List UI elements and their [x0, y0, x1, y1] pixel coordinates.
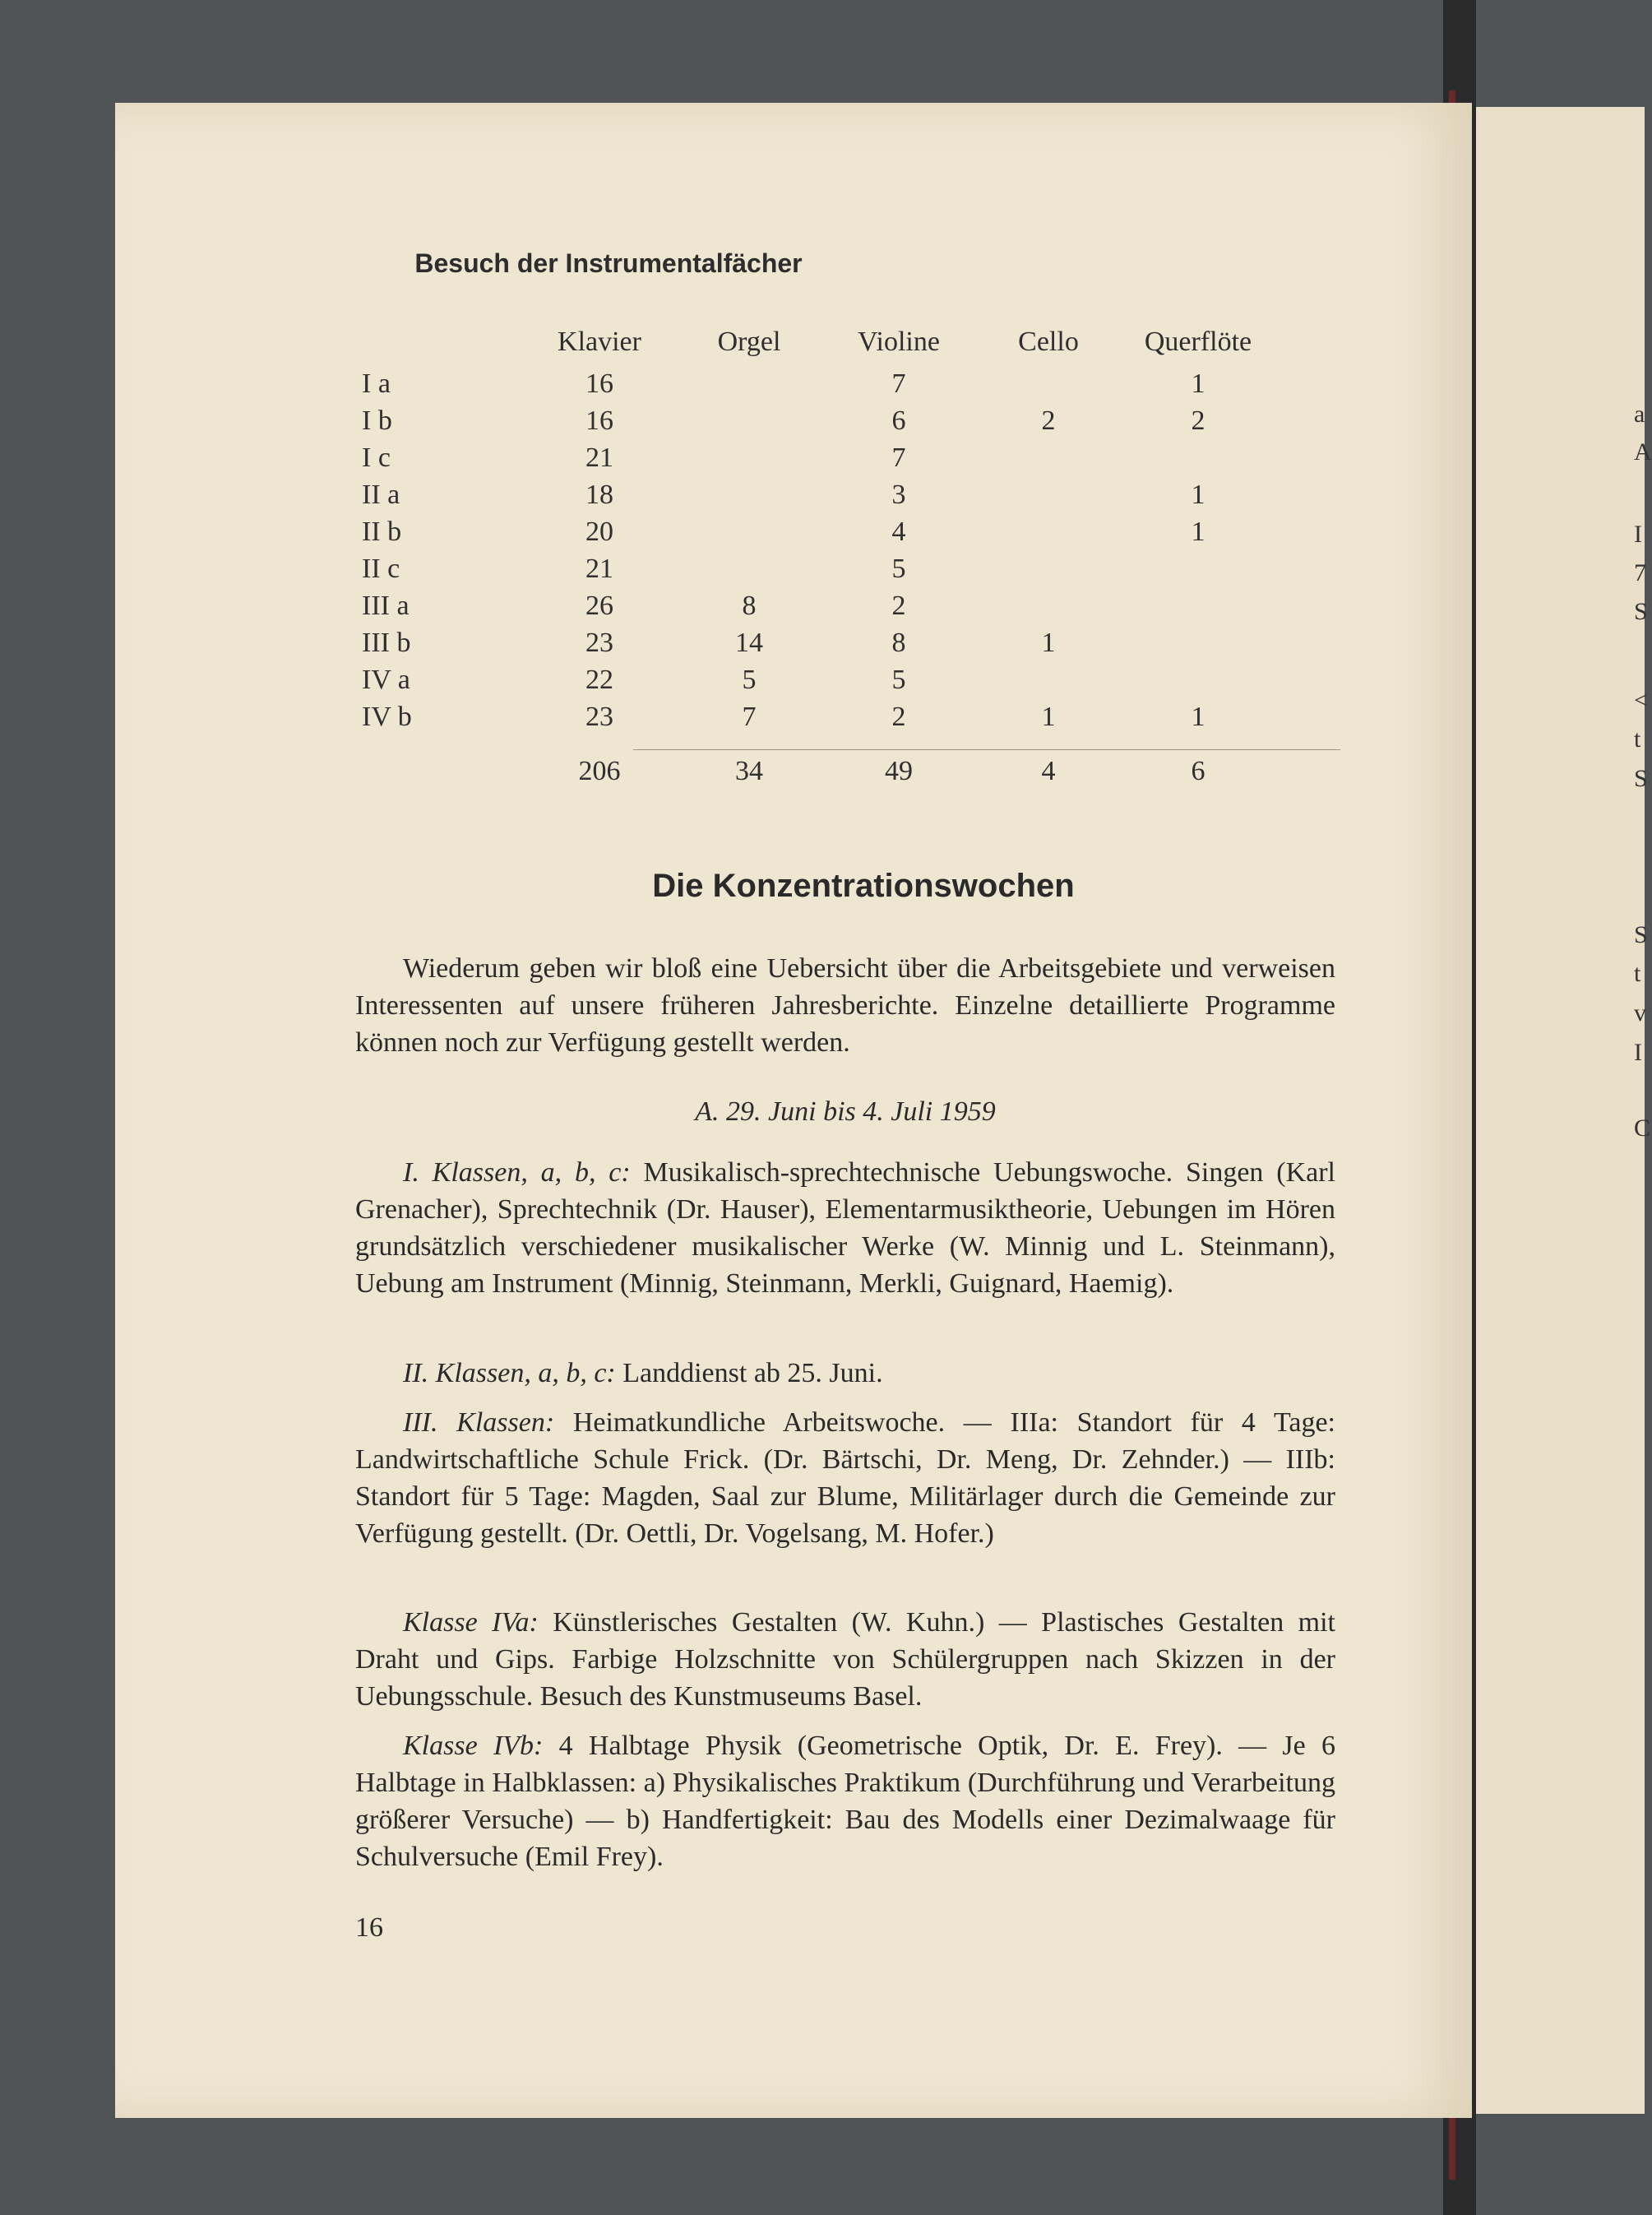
table-cell: 1 — [1191, 701, 1205, 732]
column-header-violine: Violine — [858, 327, 940, 357]
table-cell — [674, 550, 824, 587]
table-row — [354, 402, 1273, 439]
facing-page-fragment: < — [1634, 687, 1648, 714]
table-cell — [1123, 587, 1273, 624]
table-row — [354, 550, 1273, 587]
totals-row — [354, 735, 1273, 793]
table-cell: 7 — [891, 368, 906, 399]
column-header-orgel: Orgel — [717, 327, 781, 357]
facing-page-fragment: A — [1634, 438, 1652, 466]
table-cell — [1123, 439, 1273, 476]
table-cell: 6 — [891, 405, 906, 436]
table-cell: 16 — [585, 368, 613, 399]
table-cell: 18 — [585, 479, 613, 510]
row-label: II b — [362, 516, 402, 547]
facing-page-fragment: S — [1634, 598, 1648, 625]
totals-divider — [633, 749, 1340, 750]
table-cell — [974, 439, 1123, 476]
table-cell — [974, 513, 1123, 550]
row-label: III a — [362, 590, 410, 621]
row-label: I a — [362, 368, 391, 399]
entry-text: 4 Halbtage Physik (Geometrische Optik, Dr. E. Frey). — Je 6 Halbtage in Halbklassen: a) Physikalisches Praktikum (Durchführung und Verarbeitung größerer Versuche) — b) Handfertigkeit: Bau des Modells einer Dezimalwaage für Schulversuche (Emil Frey). — [355, 1731, 1336, 1872]
row-label: IV b — [362, 701, 412, 732]
facing-page-fragment: S — [1634, 921, 1648, 948]
entry-text: Heimatkundliche Arbeitswoche. — IIIa: Standort für 4 Tage: Landwirtschaftliche Schule Frick. (Dr. Bärtschi, Dr. Meng, Dr. Zehnder.) — IIIb: Standort für 5 Tage: Magden, Saal zur Blume, Militärlager durch die Gemeinde zur Verfügung gestellt. (Dr. Oettli, Dr. Vogelsang, M. Hofer.) — [355, 1407, 1335, 1549]
row-label: IV a — [362, 664, 410, 695]
table-cell: 2 — [891, 590, 906, 621]
entry-paragraph — [355, 1604, 1335, 1715]
table-cell — [674, 402, 824, 439]
table-cell: 3 — [891, 479, 906, 510]
table-cell: 1 — [1191, 516, 1205, 547]
intro-paragraph: Wiederum geben wir bloß eine Uebersicht über die Arbeitsgebiete und verweisen Interessenten auf unsere früheren Jahresberichte. Einzelne detaillierte Programme können noch zur Verfügung gestellt werden. — [355, 953, 1335, 1058]
total-cell: 49 — [885, 756, 913, 786]
table-cell: 22 — [585, 664, 613, 695]
table-row — [354, 476, 1273, 513]
table-cell: 5 — [891, 664, 906, 695]
table-title: Besuch der Instrumentalfächer — [414, 248, 803, 278]
table-cell: 20 — [585, 516, 613, 547]
row-label: I c — [362, 442, 391, 473]
facing-page — [1476, 107, 1652, 2114]
table-row — [354, 587, 1273, 624]
entry-text: Künstlerisches Gestalten (W. Kuhn.) — Plastisches Gestalten mit Draht und Gips. Farbige Holzschnitte von Schülergruppen nach Skizzen in der Uebungsschule. Besuch des Kunstmuseums Basel. — [355, 1607, 1335, 1712]
table-cell — [674, 365, 824, 402]
table-cell: 26 — [585, 590, 613, 621]
table-header-cell — [354, 319, 525, 365]
table-cell: 1 — [1041, 627, 1056, 658]
table-cell — [974, 661, 1123, 698]
entry-paragraph — [355, 1727, 1335, 1875]
table-row — [354, 439, 1273, 476]
table-cell: 2 — [1191, 405, 1205, 436]
entry-paragraph — [355, 1355, 1335, 1392]
table-cell: 8 — [742, 590, 757, 621]
table-cell: 7 — [742, 701, 757, 732]
table-cell — [974, 365, 1123, 402]
entry-paragraph — [355, 1154, 1335, 1302]
table-cell: 1 — [1041, 701, 1056, 732]
table-row — [354, 513, 1273, 550]
facing-page-fragment: C — [1634, 1114, 1651, 1142]
column-header-klavier: Klavier — [558, 327, 641, 357]
table-cell — [1123, 624, 1273, 661]
facing-page-fragment: S — [1634, 765, 1648, 792]
row-label: II a — [362, 479, 400, 510]
row-label: III b — [362, 627, 411, 658]
facing-page-fragment: I — [1634, 521, 1642, 548]
entry-lead: Klasse IVb: — [403, 1731, 544, 1761]
total-cell: 206 — [578, 756, 621, 786]
table-cell: 4 — [891, 516, 906, 547]
facing-page-fragment: 7 — [1634, 559, 1646, 586]
entry-lead: Klasse IVa: — [403, 1607, 539, 1638]
row-label: II c — [362, 553, 400, 584]
total-cell: 4 — [1041, 756, 1056, 786]
table-cell — [974, 550, 1123, 587]
facing-page-fragment: t — [1634, 725, 1641, 753]
instrument-table — [354, 319, 1273, 793]
entry-lead: III. Klassen: — [403, 1407, 555, 1438]
entry-text: Landdienst ab 25. Juni. — [615, 1358, 883, 1388]
table-cell: 7 — [891, 442, 906, 473]
table-cell: 21 — [585, 442, 613, 473]
table-cell — [974, 476, 1123, 513]
table-cell — [974, 587, 1123, 624]
facing-page-fragment: t — [1634, 960, 1641, 987]
table-cell: 2 — [891, 701, 906, 732]
facing-page-fragment: I — [1634, 1039, 1642, 1066]
total-cell: 6 — [1191, 756, 1205, 786]
table-cell — [1123, 550, 1273, 587]
table-cell: 2 — [1041, 405, 1056, 436]
table-cell — [674, 439, 824, 476]
table-cell: 1 — [1191, 479, 1205, 510]
facing-page-fragment: a — [1634, 401, 1645, 428]
entry-lead: II. Klassen, a, b, c: — [403, 1358, 616, 1388]
table-cell: 23 — [585, 627, 613, 658]
column-header-querfloete: Querflöte — [1144, 327, 1252, 357]
table-row — [354, 661, 1273, 698]
table-header-row — [354, 319, 1273, 365]
table-cell: 1 — [1191, 368, 1205, 399]
table-cell: 5 — [891, 553, 906, 584]
column-header-cello: Cello — [1018, 327, 1079, 357]
row-label: I b — [362, 405, 392, 436]
table-row — [354, 624, 1273, 661]
entry-paragraph — [355, 1404, 1335, 1552]
section-heading: Die Konzentrationswochen — [652, 868, 1075, 904]
table-cell — [1123, 661, 1273, 698]
entry-lead: I. Klassen, a, b, c: — [403, 1157, 631, 1188]
table-cell: 8 — [891, 627, 906, 658]
page-number: 16 — [355, 1912, 383, 1943]
table-cell: 23 — [585, 701, 613, 732]
totals-label-cell — [354, 735, 525, 793]
table-cell: 21 — [585, 553, 613, 584]
table-row — [354, 698, 1273, 735]
facing-page-fragment: v — [1634, 999, 1646, 1026]
total-cell: 34 — [735, 756, 763, 786]
table-cell: 16 — [585, 405, 613, 436]
table-cell — [674, 513, 824, 550]
table-cell: 14 — [735, 627, 763, 658]
table-cell: 5 — [742, 664, 757, 695]
entry-text: Musikalisch-sprechtechnische Uebungswoche. Singen (Karl Grenacher), Sprechtechnik (Dr. Hauser), Elementarmusiktheorie, Uebungen im Hören grundsätzlich verschiedener musikalischer Werke (W. Minnig und L. Steinmann), Uebung am Instrument (Minnig, Steinmann, Merkli, Guignard, Haemig). — [355, 1157, 1335, 1299]
table-cell — [674, 476, 824, 513]
section-subheading: A. 29. Juni bis 4. Juli 1959 — [695, 1096, 996, 1127]
table-row — [354, 365, 1273, 402]
